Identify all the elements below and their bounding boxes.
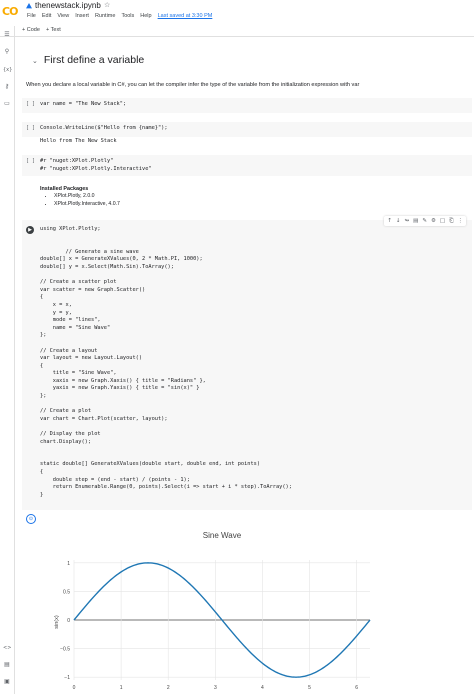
- more-options-icon[interactable]: ⋮: [457, 218, 463, 224]
- star-icon[interactable]: ☆: [104, 2, 111, 9]
- output-options-icon[interactable]: ⊙: [26, 514, 36, 524]
- y-tick-label: −0.5: [60, 646, 70, 653]
- x-tick-label: 1: [119, 685, 123, 691]
- code-cell-2[interactable]: [22, 122, 472, 137]
- title-bar: [0, 0, 474, 24]
- colab-logo[interactable]: CO: [2, 5, 18, 18]
- y-tick-label: 1: [67, 560, 70, 567]
- menu-insert[interactable]: Insert: [75, 13, 89, 19]
- link-icon[interactable]: ↬: [404, 218, 410, 224]
- x-tick-label: 5: [308, 685, 311, 691]
- x-tick-label: 6: [355, 685, 359, 691]
- run-bracket[interactable]: [ ]: [26, 158, 36, 164]
- move-down-icon[interactable]: ↓: [395, 218, 401, 224]
- comment-icon[interactable]: ▤: [413, 218, 419, 224]
- folder-icon[interactable]: ▭: [4, 100, 10, 107]
- add-text-button[interactable]: + Text: [46, 27, 61, 33]
- edit-icon[interactable]: ✎: [422, 218, 427, 224]
- run-bracket[interactable]: [ ]: [26, 101, 36, 107]
- x-tick-label: 3: [213, 685, 217, 691]
- x-tick-label: 0: [72, 685, 76, 691]
- chart-title: Sine Wave: [202, 531, 242, 540]
- package-list: [48, 193, 120, 208]
- code-editor[interactable]: Console.WriteLine($"Hello from {name}");: [40, 125, 168, 131]
- delete-icon[interactable]: ⎗: [449, 217, 454, 224]
- code-cell-3[interactable]: [22, 155, 472, 176]
- code-snippets-icon[interactable]: <>: [3, 645, 12, 651]
- menu-runtime[interactable]: Runtime: [94, 13, 116, 19]
- notebook-title[interactable]: thenewstack.ipynb: [35, 1, 101, 10]
- tick-labels: [60, 561, 358, 691]
- search-icon[interactable]: ⚲: [4, 48, 10, 55]
- x-tick-label: 4: [261, 685, 264, 691]
- menu-tools[interactable]: Tools: [121, 13, 135, 19]
- settings-icon[interactable]: ⚙: [430, 218, 436, 224]
- menu-bar: [27, 13, 212, 19]
- code-editor[interactable]: using XPlot.Plotly; // Generate a sine wave double[] x = GenerateXValues(0, 2 * Math.PI, 1000); double[] y = x.Select(Math.Sin).ToArray(); // Create a scatter plot var scatter = new Graph.Scatter() { x = x, y = y, mode = "lines", name = "Sine Wave" }; // Create a layout var layout = new Layout.Layout() { title = "Sine Wave", xaxis = new Graph.Xaxis() { title = "Radians" }, yaxis = new Graph.Yaxis() { title = "sin(x)" } }; // Create a plot var chart = Chart.Plot(scatter, layout); // Display the plot chart.Display(); static double[] GenerateXValues(double start, double end, int points) { double step = (end - start) / (points - 1); return Enumerable.Range(0, points).Select(i => start + i * step).ToArray(); }: [40, 226, 292, 498]
- code-cell-4[interactable]: [22, 217, 472, 510]
- installed-packages-title: Installed Packages: [40, 186, 89, 192]
- key-icon[interactable]: ⚷: [4, 83, 10, 90]
- menu-edit[interactable]: Edit: [41, 13, 52, 19]
- terminal-icon[interactable]: ▣: [4, 678, 10, 685]
- add-code-button[interactable]: + Code: [22, 27, 40, 33]
- package-item: • XPlot.Plotly.Interactive, 4.0.7: [54, 201, 120, 209]
- y-tick-label: 0.5: [63, 589, 70, 596]
- cell-output: Hello from The New Stack: [40, 138, 117, 144]
- left-sidebar: [0, 26, 15, 694]
- y-axis-label: sin(x): [54, 615, 60, 629]
- run-bracket[interactable]: [ ]: [26, 125, 36, 131]
- y-tick-label: 0: [67, 618, 70, 624]
- code-cell-1[interactable]: [22, 98, 472, 113]
- mirror-icon[interactable]: □: [439, 218, 446, 224]
- move-up-icon[interactable]: ↑: [387, 218, 392, 224]
- collapse-chevron-icon[interactable]: ⌄: [32, 58, 38, 65]
- toc-icon[interactable]: ☰: [4, 31, 10, 38]
- x-tick-label: 2: [166, 685, 170, 691]
- code-editor[interactable]: var name = "The New Stack";: [40, 101, 127, 107]
- section-heading[interactable]: ⌄ First define a variable: [32, 54, 145, 66]
- y-tick-label: −1: [64, 675, 70, 682]
- menu-view[interactable]: View: [57, 13, 70, 19]
- insert-toolbar: [0, 24, 474, 37]
- menu-help[interactable]: Help: [140, 13, 152, 19]
- sine-wave-chart: [22, 525, 472, 694]
- code-editor[interactable]: #r "nuget:XPlot.Plotly" #r "nuget:XPlot.Plotly.Interactive": [40, 158, 152, 172]
- drive-icon: [26, 3, 32, 9]
- cell-toolbar: [384, 216, 466, 226]
- section-description: When you declare a local variable in C#, you can let the compiler infer the type of the variable from the initialization expression with var: [26, 82, 360, 88]
- last-saved-link[interactable]: Last saved at 3:30 PM: [157, 13, 213, 19]
- package-item: • XPlot.Plotly, 2.0.0: [54, 193, 120, 201]
- run-cell-button[interactable]: ▶: [26, 226, 34, 234]
- variables-icon[interactable]: {x}: [3, 67, 13, 73]
- command-palette-icon[interactable]: ▤: [4, 661, 10, 668]
- menu-file[interactable]: File: [27, 13, 36, 19]
